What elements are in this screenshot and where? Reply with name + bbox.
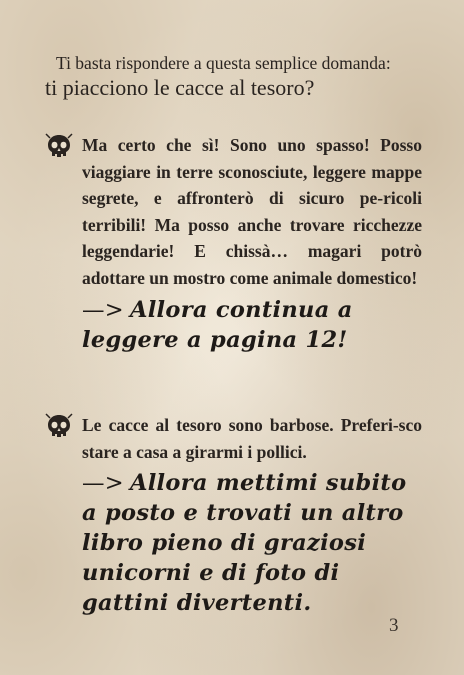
option-yes-instruction [82, 295, 426, 355]
skull-icon [44, 412, 74, 442]
option-yes-text: Ma certo che sì! Sono uno spasso! Posso viaggiare in terre sconosciute, leggere mappe segrete, e affronterò di sicuro pe-ricoli terribili! Ma posso anche trovare ricchezze leggendarie! E chissà… magari potrò adottare un mostro come animale domestico! [82, 135, 422, 288]
option-no-instruction [82, 468, 426, 618]
option-no-text: Le cacce al tesoro sono barbose. Preferi-sco stare a casa a girarmi i pollici. [82, 415, 422, 462]
option-no [44, 412, 422, 618]
intro-line-2: ti piacciono le cacce al tesoro? [45, 75, 315, 100]
arrow-icon: —> [82, 297, 124, 323]
option-no-instruction-text: Allora mettimi subito a posto e trovati un altro libro pieno di graziosi unicorni e di foto di gattini divertenti. [82, 470, 407, 616]
intro-line-1: Ti basta rispondere a questa semplice domanda: [56, 53, 391, 73]
page-number: 3 [389, 615, 399, 636]
skull-icon [44, 132, 74, 162]
intro-question [45, 52, 436, 102]
arrow-icon: —> [82, 470, 124, 496]
option-yes [44, 132, 422, 355]
option-yes-instruction-text: Allora continua a leggere a pagina 12! [82, 297, 353, 353]
